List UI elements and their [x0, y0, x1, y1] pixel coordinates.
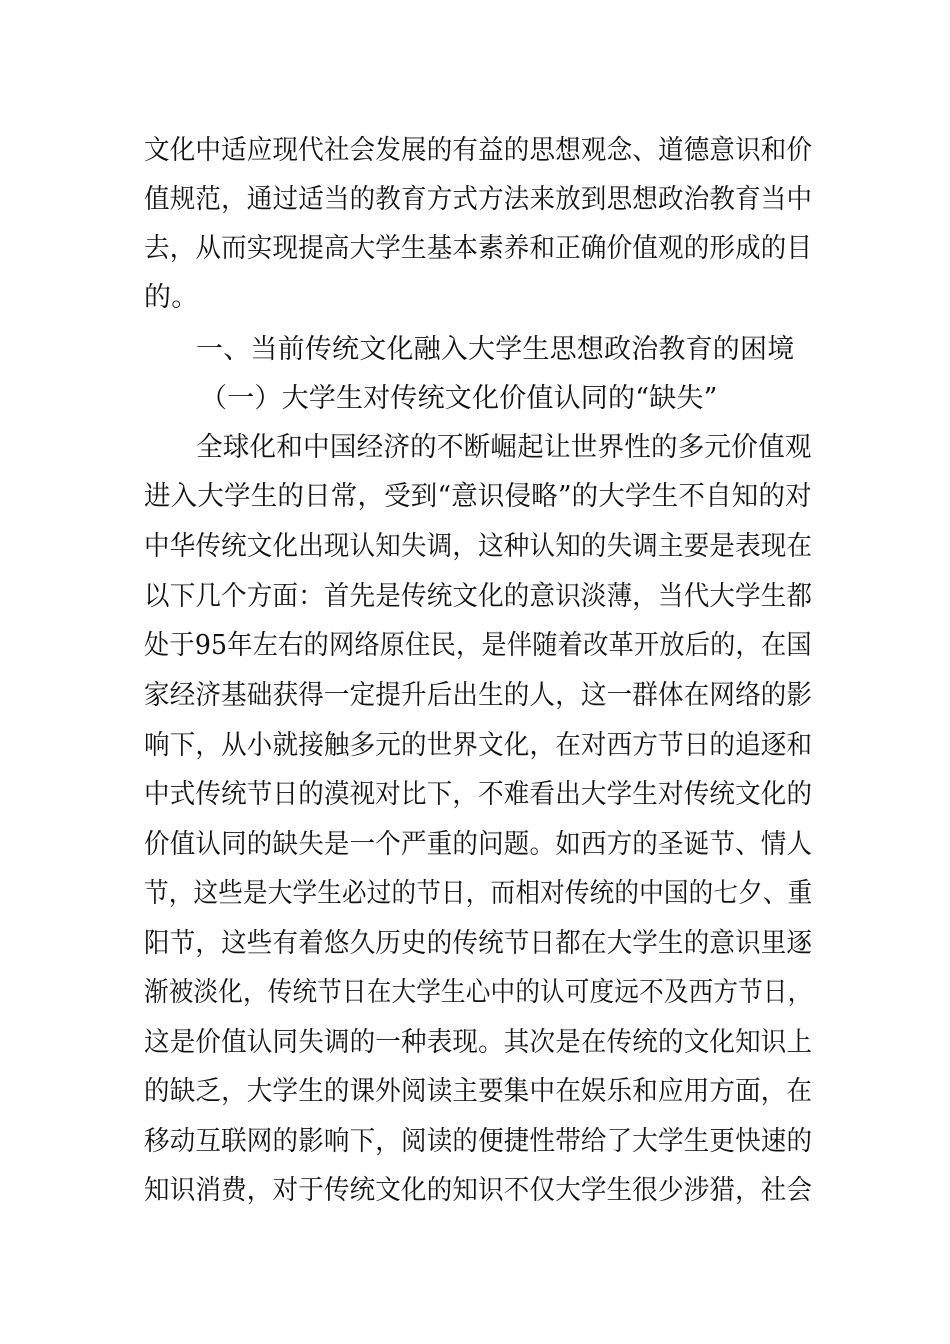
- paragraph-line: 的缺乏，大学生的课外阅读主要集中在娱乐和应用方面，在: [144, 1076, 813, 1107]
- paragraph-line: 文化中适应现代社会发展的有益的思想观念、道德意识和价: [144, 135, 813, 166]
- paragraph-line: 全球化和中国经济的不断崛起让世界性的多元价值观: [196, 432, 812, 463]
- paragraph-line: 移动互联网的影响下，阅读的便捷性带给了大学生更快速的: [144, 1126, 813, 1157]
- section-heading: 一、当前传统文化融入大学生思想政治教育的困境: [196, 334, 795, 365]
- paragraph-line: 家经济基础获得一定提升后出生的人，这一群体在网络的影: [144, 680, 813, 711]
- paragraph-line: 以下几个方面：首先是传统文化的意识淡薄，当代大学生都: [144, 581, 813, 612]
- paragraph-line: 节，这些是大学生必过的节日，而相对传统的中国的七夕、重: [144, 878, 813, 909]
- paragraph-line: 值规范，通过适当的教育方式方法来放到思想政治教育当中: [144, 184, 813, 215]
- subsection-heading: （一）大学生对传统文化价值认同的“缺失”: [200, 383, 718, 414]
- paragraph-line: 价值认同的缺失是一个严重的问题。如西方的圣诞节、情人: [144, 829, 813, 860]
- paragraph-line: 响下，从小就接触多元的世界文化，在对西方节日的追逐和: [144, 730, 813, 761]
- paragraph-line: 处于95年左右的网络原住民，是伴随着改革开放后的，在国: [144, 630, 812, 661]
- paragraph-line: 的。: [144, 282, 199, 313]
- paragraph-line: 知识消费，对于传统文化的知识不仅大学生很少涉猎，社会: [144, 1175, 813, 1206]
- paragraph-line: 渐被淡化，传统节日在大学生心中的认可度远不及西方节日，: [144, 977, 813, 1008]
- paragraph-line: 阳节，这些有着悠久历史的传统节日都在大学生的意识里逐: [144, 928, 813, 959]
- paragraph-line: 去，从而实现提高大学生基本素养和正确价值观的形成的目: [144, 233, 813, 264]
- paragraph-line: 进入大学生的日常，受到“意识侵略”的大学生不自知的对: [144, 481, 812, 512]
- paragraph-line: 中式传统节日的漠视对比下，不难看出大学生对传统文化的: [144, 779, 813, 810]
- paragraph-line: 中华传统文化出现认知失调，这种认知的失调主要是表现在: [144, 531, 813, 562]
- paragraph-line: 这是价值认同失调的一种表现。其次是在传统的文化知识上: [144, 1027, 813, 1058]
